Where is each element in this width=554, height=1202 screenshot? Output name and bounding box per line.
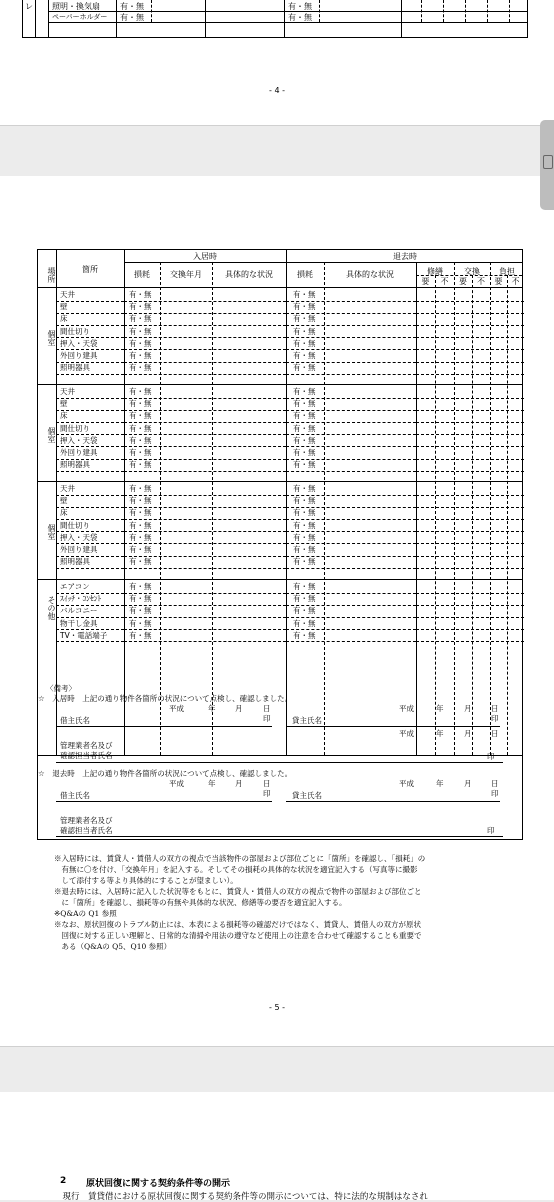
move-in-confirmation: ☆ 入居時 上記の通り物件各箇所の状況について点検し、確認しました。 xyxy=(38,694,293,703)
remarks-label: 〈備考〉 xyxy=(46,684,76,693)
condition-checklist-table xyxy=(37,249,523,756)
location-item: 天井 xyxy=(60,290,75,299)
row-separator xyxy=(416,556,524,557)
location-item: 床 xyxy=(60,411,68,421)
row-separator xyxy=(416,374,524,375)
copy-icon xyxy=(543,155,553,169)
checklist-page xyxy=(0,176,554,1046)
move-out-lessee-seal: 印 xyxy=(491,789,499,798)
move-out-lessee-label: 貸主氏名 xyxy=(292,791,322,800)
location-item: 照明器具 xyxy=(60,557,90,567)
row-separator xyxy=(416,519,524,520)
damage-mark-move-in[interactable]: 有・無 xyxy=(129,399,152,409)
lessor-name-label: 借主氏名 xyxy=(60,716,90,725)
damage-mark-move-in[interactable]: 有・無 xyxy=(129,532,152,542)
move-out-lessor-seal: 印 xyxy=(263,789,271,798)
location-item: 間仕切り xyxy=(60,326,90,336)
move-in-era-2: 平成 xyxy=(399,704,414,713)
location-item: 間仕切り xyxy=(60,520,90,530)
row-separator xyxy=(416,313,524,314)
header-location: 箇所 xyxy=(82,265,98,274)
header-damage-in: 損耗 xyxy=(134,270,150,279)
move-out-manager-label-2: 確認担当者氏名 xyxy=(60,826,113,835)
note-line: に「箇所」を確認し、損耗等の有無や具体的な状況、修繕等の要否を適宜記入する。 xyxy=(54,898,347,907)
previous-page xyxy=(0,0,554,125)
header-need: 要 xyxy=(459,277,467,286)
row-mark-in: 有・無 xyxy=(120,13,144,22)
damage-mark-move-out[interactable]: 有・無 xyxy=(293,435,316,445)
damage-mark-move-in[interactable]: 有・無 xyxy=(129,387,152,396)
row-separator xyxy=(416,301,524,302)
group-separator xyxy=(38,481,522,482)
manager-label-1: 管理業者名及び xyxy=(60,741,113,750)
group-separator xyxy=(38,384,522,385)
row-item: ペーパーホルダー xyxy=(52,13,108,21)
section-body: 現行 賃貸借における原状回復に関する契約条件等の開示については、特に法的な規制はなされ xyxy=(54,1192,428,1202)
damage-mark-move-in[interactable]: 有・無 xyxy=(129,314,152,324)
row-separator xyxy=(56,374,124,375)
row-separator xyxy=(286,471,416,472)
row-separator xyxy=(416,471,524,472)
row-mark-out: 有・無 xyxy=(288,13,312,22)
row-separator xyxy=(416,593,524,594)
damage-mark-move-out[interactable]: 有・無 xyxy=(293,460,316,470)
damage-mark-move-out[interactable]: 有・無 xyxy=(293,520,316,530)
row-separator xyxy=(416,362,524,363)
row-separator xyxy=(416,495,524,496)
move-out-day: 日 xyxy=(263,779,271,788)
header-burden: 負担 xyxy=(499,267,515,276)
location-item: 押入・天袋 xyxy=(60,435,98,445)
damage-mark-move-in[interactable]: 有・無 xyxy=(129,557,152,567)
row-side-label: レ xyxy=(25,2,33,11)
move-in-year: 年 xyxy=(208,704,216,713)
move-out-manager-label-1: 管理業者名及び xyxy=(60,816,113,825)
note-line: 回復に対する正しい理解と、日常的な清掃や用法の遵守など使用上の注意を合わせて確認することも重要で xyxy=(54,931,422,940)
damage-mark-move-in[interactable]: 有・無 xyxy=(129,606,152,616)
notes-block xyxy=(54,853,509,952)
location-item: エアコン xyxy=(60,582,90,591)
row-separator xyxy=(124,641,286,642)
row-separator xyxy=(416,617,524,618)
damage-mark-move-out[interactable]: 有・無 xyxy=(293,508,316,518)
damage-mark-move-in[interactable]: 有・無 xyxy=(129,290,152,299)
move-out-era: 平成 xyxy=(169,779,184,788)
room-label: 個室 xyxy=(47,330,56,346)
location-item: 外回り建具 xyxy=(60,448,98,457)
note-line: して添付する等より具体的にすることが望ましい）。 xyxy=(54,876,238,885)
damage-mark-move-in[interactable]: 有・無 xyxy=(129,618,152,628)
row-separator xyxy=(56,641,124,642)
location-item: 壁 xyxy=(60,496,68,506)
header-move-out: 退去時 xyxy=(393,252,417,261)
note-line: ※Q&Aの Q1 参照 xyxy=(54,909,117,918)
header-condition-in: 具体的な状況 xyxy=(225,270,273,279)
damage-mark-move-in[interactable]: 有・無 xyxy=(129,508,152,518)
damage-mark-move-out[interactable]: 有・無 xyxy=(293,338,316,348)
header-not-need: 不 xyxy=(511,277,520,286)
row-separator xyxy=(416,446,524,447)
damage-mark-move-out[interactable]: 有・無 xyxy=(293,387,316,396)
note-line: 有無に〇を付け、「交換年月」を記入する。そしてその損耗の具体的な状況を適宜記入する（写真等に撮影 xyxy=(54,865,418,874)
next-page xyxy=(0,1092,554,1200)
row-separator xyxy=(416,531,524,532)
damage-mark-move-out[interactable]: 有・無 xyxy=(293,606,316,616)
move-out-manager-signature-line xyxy=(56,836,503,837)
header-repair: 修繕 xyxy=(427,267,443,276)
manager-era: 平成 xyxy=(399,729,414,738)
move-out-era-2: 平成 xyxy=(399,779,414,788)
damage-mark-move-in[interactable]: 有・無 xyxy=(129,460,152,470)
row-separator xyxy=(416,349,524,350)
manager-seal: 印 xyxy=(487,752,495,761)
page-number: - 5 - xyxy=(269,1003,285,1012)
damage-mark-move-in[interactable]: 有・無 xyxy=(129,520,152,530)
header-need: 要 xyxy=(421,277,430,286)
row-separator xyxy=(416,641,524,642)
location-item: 押入・天袋 xyxy=(60,532,98,542)
damage-mark-move-in[interactable]: 有・無 xyxy=(129,545,152,554)
row-separator xyxy=(124,568,286,569)
move-in-era: 平成 xyxy=(169,704,184,713)
damage-mark-move-out[interactable]: 有・無 xyxy=(293,423,316,433)
damage-mark-move-in[interactable]: 有・無 xyxy=(129,363,152,373)
damage-mark-move-out[interactable]: 有・無 xyxy=(293,314,316,324)
damage-mark-move-in[interactable]: 有・無 xyxy=(129,594,152,604)
damage-mark-move-in[interactable]: 有・無 xyxy=(129,411,152,421)
damage-mark-move-in[interactable]: 有・無 xyxy=(129,484,152,493)
location-item: 押入・天袋 xyxy=(60,338,98,348)
location-item: 照明器具 xyxy=(60,363,90,373)
move-in-day: 日 xyxy=(263,704,271,713)
damage-mark-move-out[interactable]: 有・無 xyxy=(293,363,316,373)
location-item: 間仕切り xyxy=(60,423,90,433)
location-item: 外回り建具 xyxy=(60,351,98,360)
lessee-signature-line xyxy=(286,726,500,727)
damage-mark-move-in[interactable]: 有・無 xyxy=(129,448,152,457)
manager-label-2: 確認担当者氏名 xyxy=(60,751,113,760)
location-item: ｽｲｯﾁ・ｺﾝｾﾝﾄ xyxy=(60,594,102,604)
location-item: 床 xyxy=(60,508,68,518)
remarks-section xyxy=(37,684,523,840)
row-separator xyxy=(124,374,286,375)
row-separator xyxy=(416,398,524,399)
row-separator xyxy=(416,507,524,508)
row-separator xyxy=(56,568,124,569)
location-item: 照明器具 xyxy=(60,460,90,470)
location-item: 天井 xyxy=(60,387,75,396)
damage-mark-move-out[interactable]: 有・無 xyxy=(293,302,316,312)
move-in-month-2: 月 xyxy=(464,704,472,713)
location-item: バルコニー xyxy=(60,606,98,616)
row-item: 照明・換気扇 xyxy=(52,2,100,11)
move-out-lessor-label: 借主氏名 xyxy=(60,791,90,800)
previous-page-table xyxy=(22,0,528,38)
manager-day: 日 xyxy=(491,729,499,738)
damage-mark-move-out[interactable]: 有・無 xyxy=(293,290,316,299)
damage-mark-move-out[interactable]: 有・無 xyxy=(293,545,316,554)
row-separator xyxy=(416,459,524,460)
lessor-signature-line xyxy=(56,726,272,727)
row-separator xyxy=(56,471,124,472)
note-line: ※退去時には、入居時に記入した状況等をもとに、賃貸人・賃借人の双方の視点で物件の部屋および部位ごと xyxy=(54,887,422,896)
move-out-month: 月 xyxy=(235,779,243,788)
lessor-seal: 印 xyxy=(263,714,271,723)
row-separator xyxy=(286,641,416,642)
note-line: ※入居時には、賃貸人・賃借人の双方の視点で当該物件の部屋および部位ごとに「箇所」を確認し、「損耗」の xyxy=(54,854,426,863)
header-condition-out: 具体的な状況 xyxy=(346,270,394,279)
damage-mark-move-out[interactable]: 有・無 xyxy=(293,496,316,506)
header-move-in: 入居時 xyxy=(193,252,217,261)
move-in-day-2: 日 xyxy=(491,704,499,713)
damage-mark-move-in[interactable]: 有・無 xyxy=(129,351,152,360)
row-mark-in: 有・無 xyxy=(120,2,144,11)
location-item: 物干し金具 xyxy=(60,618,98,628)
row-separator xyxy=(416,410,524,411)
row-separator xyxy=(416,568,524,569)
row-separator xyxy=(416,337,524,338)
location-item: 壁 xyxy=(60,399,68,409)
damage-mark-move-out[interactable]: 有・無 xyxy=(293,630,316,640)
header-damage-out: 損耗 xyxy=(297,270,313,279)
move-out-day-2: 日 xyxy=(491,779,499,788)
manager-month: 月 xyxy=(464,729,472,738)
damage-mark-move-out[interactable]: 有・無 xyxy=(293,351,316,360)
location-item: 床 xyxy=(60,314,68,324)
move-out-lessor-signature-line xyxy=(56,801,272,802)
row-separator xyxy=(416,422,524,423)
damage-mark-move-out[interactable]: 有・無 xyxy=(293,532,316,542)
move-in-year-2: 年 xyxy=(436,704,444,713)
note-line: ある（Q&Aの Q5、Q10 参照） xyxy=(54,942,172,951)
damage-mark-move-in[interactable]: 有・無 xyxy=(129,302,152,312)
move-out-year: 年 xyxy=(208,779,216,788)
page-number: - 4 - xyxy=(269,86,285,95)
room-label: 個室 xyxy=(47,427,56,443)
note-line: ※なお、原状回復のトラブル防止には、本表による損耗等の確認だけではなく、賃貸人、賃借人の双方が原状 xyxy=(54,920,422,929)
damage-mark-move-in[interactable]: 有・無 xyxy=(129,338,152,348)
location-item: TV・電話端子 xyxy=(60,630,108,640)
damage-mark-move-in[interactable]: 有・無 xyxy=(129,630,152,640)
move-out-confirmation: ☆ 退去時 上記の通り物件各箇所の状況について点検し、確認しました。 xyxy=(38,769,293,778)
header-exchange: 交換 xyxy=(464,267,480,276)
lessee-seal: 印 xyxy=(491,714,499,723)
move-out-month-2: 月 xyxy=(464,779,472,788)
damage-mark-move-in[interactable]: 有・無 xyxy=(129,326,152,336)
move-out-lessee-signature-line xyxy=(286,801,500,802)
damage-mark-move-in[interactable]: 有・無 xyxy=(129,423,152,433)
header-not-need: 不 xyxy=(440,277,449,286)
row-separator xyxy=(416,605,524,606)
damage-mark-move-out[interactable]: 有・無 xyxy=(293,326,316,336)
header-not-need: 不 xyxy=(477,277,485,286)
location-item: 壁 xyxy=(60,302,68,312)
header-need: 要 xyxy=(494,277,503,286)
damage-mark-move-out[interactable]: 有・無 xyxy=(293,618,316,628)
header-place: 場所 xyxy=(47,267,56,283)
row-mark-out: 有・無 xyxy=(288,2,312,11)
section-heading: 原状回復に関する契約条件等の開示 xyxy=(86,1179,231,1189)
move-out-year-2: 年 xyxy=(436,779,444,788)
damage-mark-move-in[interactable]: 有・無 xyxy=(129,496,152,506)
move-out-manager-seal: 印 xyxy=(487,826,495,835)
section-number: 2 xyxy=(60,1176,67,1186)
damage-mark-move-out[interactable]: 有・無 xyxy=(293,448,316,457)
room-label: その他 xyxy=(47,596,56,620)
damage-mark-move-out[interactable]: 有・無 xyxy=(293,557,316,567)
location-item: 外回り建具 xyxy=(60,545,98,554)
row-separator xyxy=(124,471,286,472)
manager-year: 年 xyxy=(436,729,444,738)
room-label: 個室 xyxy=(47,524,56,540)
row-separator xyxy=(286,374,416,375)
damage-mark-move-out[interactable]: 有・無 xyxy=(293,411,316,421)
group-separator xyxy=(38,579,522,580)
side-panel-handle[interactable] xyxy=(540,120,554,210)
lessee-name-label: 貸主氏名 xyxy=(292,716,322,725)
row-separator xyxy=(416,325,524,326)
row-separator xyxy=(416,543,524,544)
damage-mark-move-in[interactable]: 有・無 xyxy=(129,435,152,445)
row-separator xyxy=(416,629,524,630)
damage-mark-move-in[interactable]: 有・無 xyxy=(129,582,152,591)
manager-signature-line xyxy=(56,762,503,763)
header-replace-year: 交換年月 xyxy=(170,270,202,279)
damage-mark-move-out[interactable]: 有・無 xyxy=(293,594,316,604)
damage-mark-move-out[interactable]: 有・無 xyxy=(293,484,316,493)
move-in-month: 月 xyxy=(235,704,243,713)
row-separator xyxy=(286,568,416,569)
damage-mark-move-out[interactable]: 有・無 xyxy=(293,582,316,591)
damage-mark-move-out[interactable]: 有・無 xyxy=(293,399,316,409)
row-separator xyxy=(416,434,524,435)
location-item: 天井 xyxy=(60,484,75,493)
